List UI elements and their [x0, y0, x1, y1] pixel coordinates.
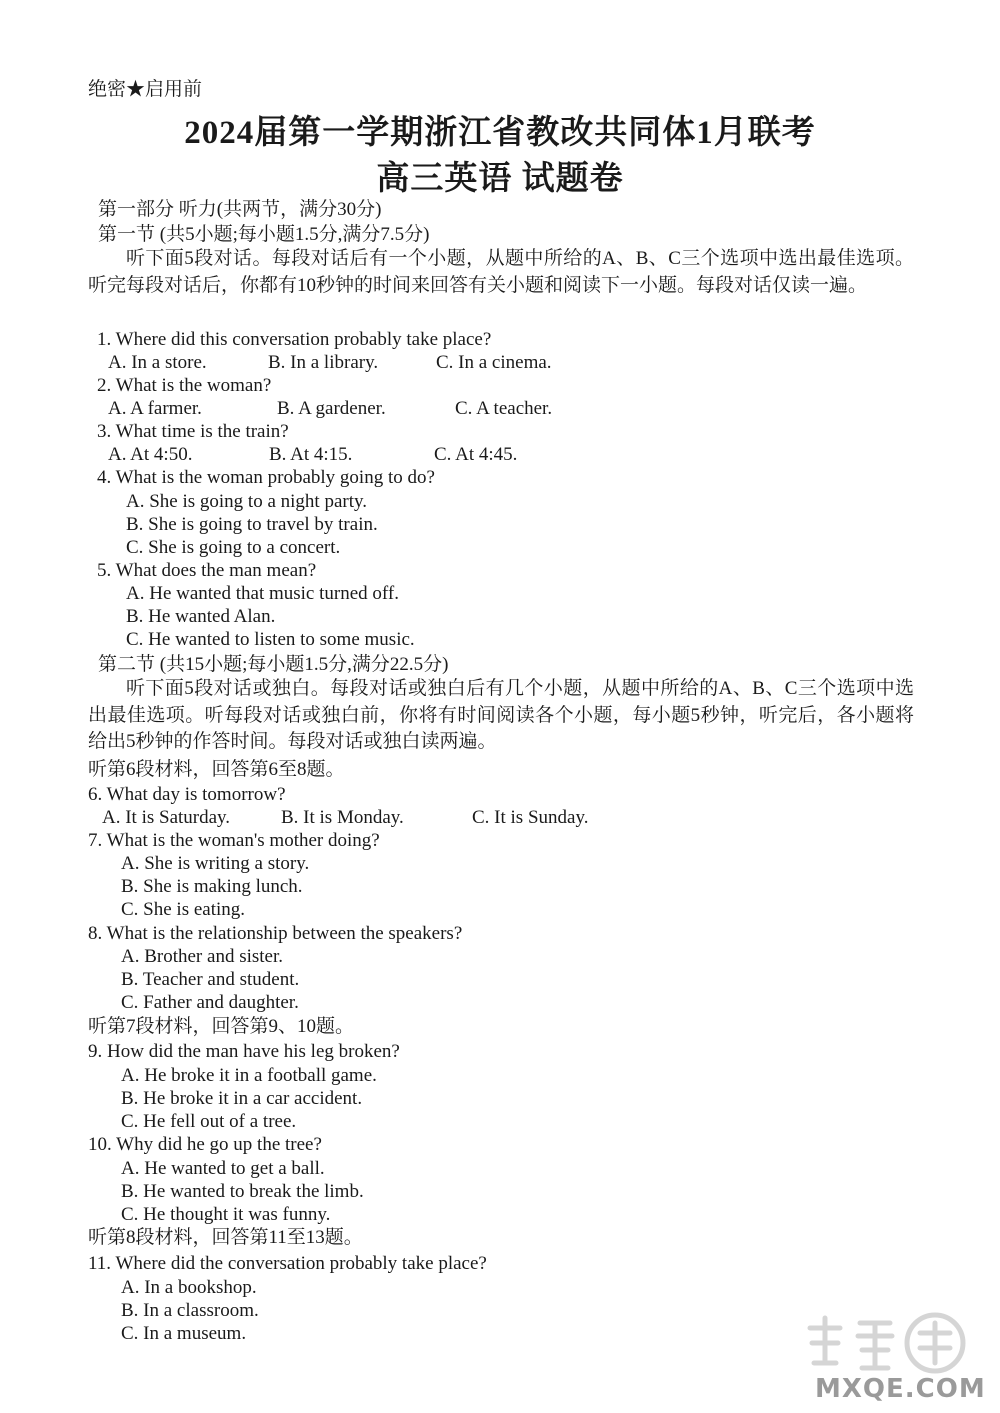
question-3: 3. What time is the train? — [97, 421, 289, 442]
q8-option-c: C. Father and daughter. — [121, 992, 299, 1013]
section1-heading: 第一节 (共5小题;每小题1.5分,满分7.5分) — [98, 224, 430, 245]
q11-option-a: A. In a bookshop. — [121, 1277, 257, 1298]
q2-option-a: A. A farmer. — [108, 398, 202, 419]
exam-title: 2024届第一学期浙江省教改共同体1月联考 — [184, 115, 816, 151]
q7-option-b: B. She is making lunch. — [121, 876, 303, 897]
q6-option-b: B. It is Monday. — [281, 807, 404, 828]
q3-option-c: C. At 4:45. — [434, 444, 518, 465]
question-8: 8. What is the relationship between the speakers? — [88, 923, 463, 944]
question-9: 9. How did the man have his leg broken? — [88, 1041, 400, 1062]
q10-option-c: C. He thought it was funny. — [121, 1204, 331, 1225]
q2-option-b: B. A gardener. — [277, 398, 386, 419]
section2-instructions: 听下面5段对话或独白。每段对话或独白后有几个小题，从题中所给的A、B、C三个选项中选出最佳选项。听每段对话或独白前，你将有时间阅读各个小题，每小题5秒钟，听完后，各小题将给出5秒钟的作答时间。每段对话或独白读两遍。 — [88, 678, 914, 752]
q9-option-a: A. He broke it in a football game. — [121, 1065, 377, 1086]
q4-option-a: A. She is going to a night party. — [126, 491, 367, 512]
q1-option-a: A. In a store. — [108, 352, 207, 373]
secret-label: 绝密★启用前 — [88, 79, 203, 100]
q7-option-c: C. She is eating. — [121, 899, 246, 920]
question-5: 5. What does the man mean? — [97, 560, 317, 581]
question-11: 11. Where did the conversation probably take place? — [88, 1253, 487, 1274]
q1-option-b: B. In a library. — [268, 352, 379, 373]
q3-option-b: B. At 4:15. — [269, 444, 353, 465]
q8-option-b: B. Teacher and student. — [121, 969, 300, 990]
exam-subtitle: 高三英语 试题卷 — [376, 161, 624, 197]
q11-option-c: C. In a museum. — [121, 1323, 247, 1344]
q9-option-b: B. He broke it in a car accident. — [121, 1088, 363, 1109]
section1-instructions: 听下面5段对话。每段对话后有一个小题，从题中所给的A、B、C三个选项中选出最佳选项。听完每段对话后，你都有10秒钟的时间来回答有关小题和阅读下一小题。每段对话仅读一遍。 — [88, 248, 914, 296]
q10-option-b: B. He wanted to break the limb. — [121, 1181, 364, 1202]
watermark-text: MXQE.COM — [815, 1374, 986, 1404]
q8-option-a: A. Brother and sister. — [121, 946, 284, 967]
part1-heading: 第一部分 听力(共两节，满分30分) — [98, 199, 382, 220]
material-7-note: 听第7段材料，回答第9、10题。 — [88, 1016, 355, 1037]
section2-heading: 第二节 (共15小题;每小题1.5分,满分22.5分) — [98, 654, 449, 675]
q11-option-b: B. In a classroom. — [121, 1300, 259, 1321]
q9-option-c: C. He fell out of a tree. — [121, 1111, 297, 1132]
q1-option-c: C. In a cinema. — [436, 352, 552, 373]
material-6-note: 听第6段材料，回答第6至8题。 — [88, 759, 345, 780]
q3-option-a: A. At 4:50. — [108, 444, 193, 465]
question-7: 7. What is the woman's mother doing? — [88, 830, 380, 851]
question-4: 4. What is the woman probably going to do? — [97, 467, 435, 488]
q6-option-c: C. It is Sunday. — [472, 807, 589, 828]
question-10: 10. Why did he go up the tree? — [88, 1134, 322, 1155]
question-6: 6. What day is tomorrow? — [88, 784, 286, 805]
q5-option-a: A. He wanted that music turned off. — [126, 583, 399, 604]
q5-option-c: C. He wanted to listen to some music. — [126, 629, 415, 650]
q4-option-c: C. She is going to a concert. — [126, 537, 341, 558]
q4-option-b: B. She is going to travel by train. — [126, 514, 378, 535]
question-2: 2. What is the woman? — [97, 375, 272, 396]
q5-option-b: B. He wanted Alan. — [126, 606, 276, 627]
question-1: 1. Where did this conversation probably take place? — [97, 329, 492, 350]
q10-option-a: A. He wanted to get a ball. — [121, 1158, 325, 1179]
material-8-note: 听第8段材料，回答第11至13题。 — [88, 1227, 363, 1248]
q2-option-c: C. A teacher. — [455, 398, 553, 419]
q6-option-a: A. It is Saturday. — [102, 807, 231, 828]
q7-option-a: A. She is writing a story. — [121, 853, 310, 874]
